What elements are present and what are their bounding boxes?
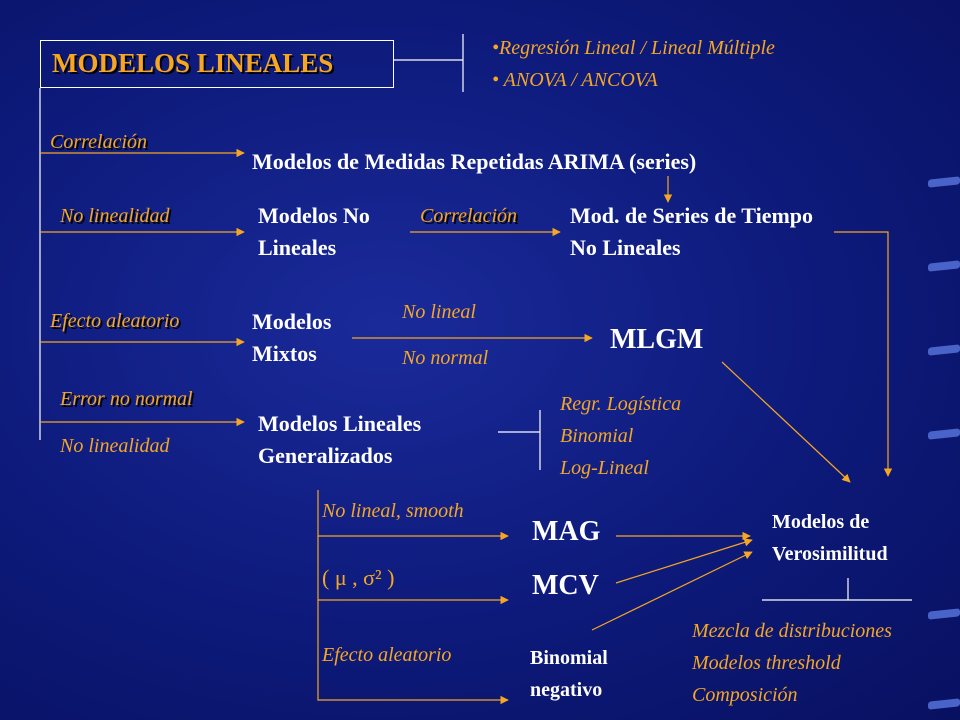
top-bullet-1: •Regresión Lineal / Lineal Múltiple	[492, 37, 775, 59]
edge-label-correlacion: Correlación	[420, 205, 518, 227]
node-modelos-mixtos: Modelos Mixtos	[252, 309, 332, 366]
edge-mlgm-to-verosimilitud	[722, 362, 850, 482]
edge-label-mu-sigma: ( μ , σ² )	[322, 565, 395, 590]
cond-correlacion: Correlación	[50, 131, 148, 153]
edge-series-to-verosimilitud	[834, 232, 888, 476]
mixture-item-1: Mezcla de distribuciones	[692, 620, 892, 642]
cond-error-no-normal: Error no normal	[60, 388, 193, 410]
node-medidas-repetidas: Modelos de Medidas Repetidas ARIMA (series)	[252, 149, 697, 174]
cond-efecto-aleatorio: Efecto aleatorio	[50, 310, 180, 332]
node-modelos-no-lineales: Modelos No Lineales	[258, 203, 370, 260]
node-binomial-negativo: Binomial negativo	[530, 647, 608, 701]
edge-binomial-to-verosimilitud	[592, 552, 752, 630]
edge-label-no-normal: No normal	[402, 347, 489, 369]
edge-label-no-lineal-smooth: No lineal, smooth	[322, 500, 464, 522]
node-verosimilitud: Modelos de Verosimilitud	[772, 511, 888, 565]
top-bullet-2: • ANOVA / ANCOVA	[492, 69, 658, 91]
glm-item-2: Binomial	[560, 425, 634, 447]
page-title: MODELOS LINEALES	[52, 48, 334, 78]
cond-no-linealidad: No linealidad	[60, 205, 170, 227]
glm-item-1: Regr. Logística	[560, 393, 682, 415]
node-mlg: Modelos Lineales Generalizados	[258, 411, 422, 468]
glm-item-3: Log-Lineal	[560, 457, 649, 479]
mixture-item-2: Modelos threshold	[692, 652, 841, 674]
edge-label-no-lineal: No lineal	[402, 301, 476, 323]
node-mag: MAG	[532, 516, 601, 547]
mixture-item-3: Composición	[692, 684, 798, 706]
node-mcv: MCV	[532, 570, 599, 601]
node-mlgm: MLGM	[610, 324, 704, 355]
node-series-no-lineales: Mod. de Series de Tiempo No Lineales	[570, 203, 814, 260]
edge-label-efecto-aleatorio: Efecto aleatorio	[322, 644, 452, 666]
cond-no-linealidad-2: No linealidad	[60, 435, 170, 457]
